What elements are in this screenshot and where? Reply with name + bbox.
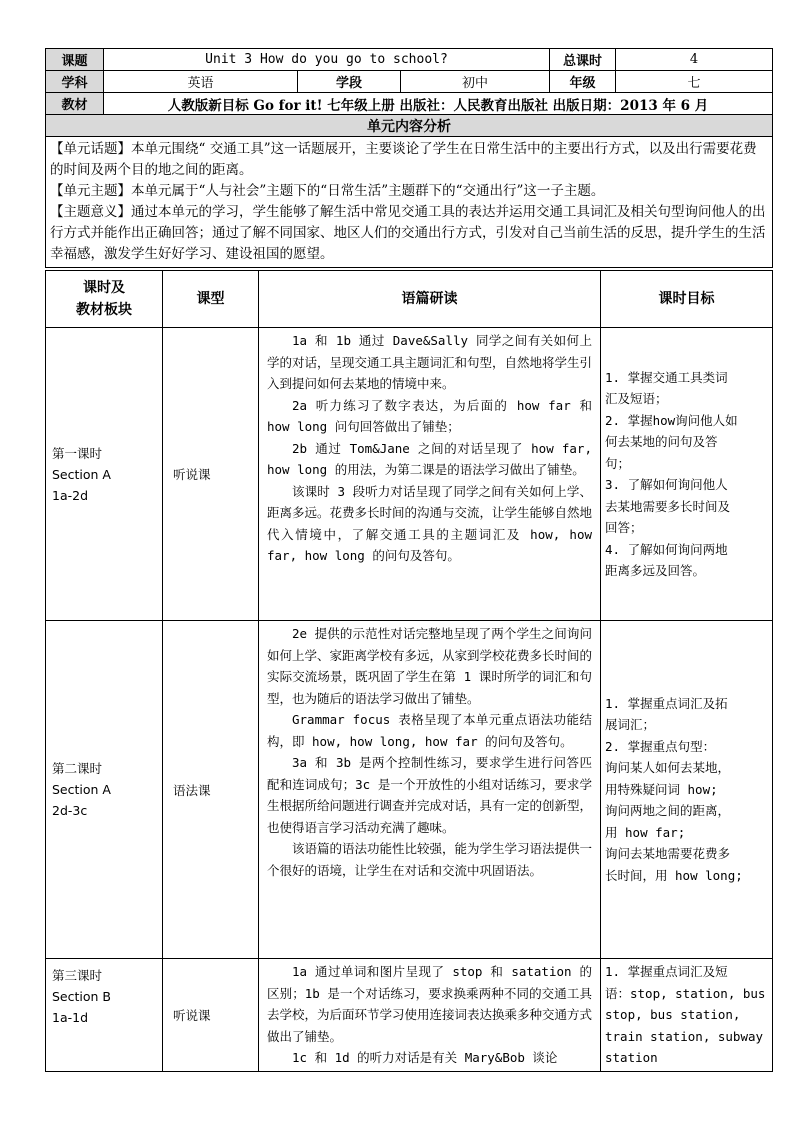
- reading-paragraph: 1a 通过单词和图片呈现了 stop 和 satation 的区别；1b 是一个对话练习，要求换乘两种不同的交通工具去学校，为后面环节学习使用连接词表达换乘多种交通方式做出了铺垫。: [267, 964, 593, 1044]
- goal-line: 2. 掌握重点句型：: [605, 738, 716, 754]
- goal-line: 2. 掌握how询问他人如: [605, 412, 738, 428]
- lesson-range: 2d-3c: [52, 803, 88, 818]
- goals-cell: [601, 621, 773, 959]
- reading-paragraph: 3a 和 3b 是两个控制性练习，要求学生进行问答匹配和连词成句；3c 是一个开放性的小组对话练习，要求学生根据所给问题进行调查并完成对话，具有一定的创新型，也使得语言学习活动充满了趣味。: [267, 755, 593, 835]
- goal-line: 展词汇；: [605, 717, 656, 733]
- reading-paragraph: 1c 和 1d 的听力对话是有关 Mary&Bob 谈论: [292, 1050, 558, 1065]
- goal-line: 长时间，用 how long;: [605, 867, 743, 883]
- goal-line: 去某地需要多长时间及: [605, 498, 731, 514]
- goal-line: 询问去某地需要花费多: [605, 846, 731, 862]
- label-grade: 年级: [550, 71, 616, 93]
- stage: 初中: [401, 71, 550, 93]
- unit-topic: Unit 3 How do you go to school?: [104, 49, 550, 71]
- lesson-range: 1a-2d: [52, 487, 89, 503]
- reading-cell: [259, 621, 601, 959]
- col-header-type: 课型: [163, 271, 259, 328]
- goals-cell: [601, 328, 773, 621]
- reading-paragraph: 2e 提供的示范性对话完整地呈现了两个学生之间询问如何上学、家距离学校有多远，从家到学校花费多长时间的实际交流场景，既巩固了学生在第 1 课时所学的词汇和句型，也为随后的语法学习做出了铺垫。: [267, 626, 593, 706]
- goals-cell: [601, 959, 773, 1072]
- goal-line: 句；: [605, 455, 631, 471]
- goal-line: 1. 掌握重点词汇及拓: [605, 695, 728, 711]
- label-subject: 学科: [46, 71, 104, 93]
- lesson-section: Section A: [52, 466, 111, 482]
- total-lessons: 4: [616, 49, 773, 71]
- col-header-lesson: [46, 271, 163, 328]
- unit-theme-paragraph: 【单元主题】本单元属于“人与社会”主题下的“日常生活”主题群下的“交通出行”这一子主题。: [50, 183, 605, 199]
- goal-line: train station, subway: [605, 1028, 764, 1044]
- col-header-goals: 课时目标: [601, 271, 773, 328]
- label-stage: 学段: [298, 71, 401, 93]
- goal-line: 1. 掌握交通工具类词: [605, 369, 728, 385]
- lesson-number: 第一课时: [52, 445, 103, 461]
- goal-line: 询问两地之间的距离，: [605, 803, 731, 819]
- lesson-number: 第二课时: [52, 761, 103, 776]
- reading-cell: [259, 959, 601, 1072]
- label-total-lessons: 总课时: [550, 49, 616, 71]
- goal-line: 4. 了解如何询问两地: [605, 541, 728, 557]
- reading-paragraph: 该课时 3 段听力对话呈现了同学之间有关如何上学、距离多远。花费多长时间的沟通与交流，让学生能够自然地代入情境中，了解交通工具的主题词汇及 how, how far, how long 的问句及答句。: [267, 483, 593, 563]
- label-textbook: 教材: [46, 93, 104, 115]
- goal-line: 汇及短语；: [605, 391, 668, 406]
- lesson-range: 1a-1d: [52, 1010, 89, 1025]
- lesson-table: [45, 270, 773, 1072]
- lesson-cell: [46, 621, 163, 959]
- grade: 七: [616, 71, 773, 93]
- reading-cell: [259, 328, 601, 621]
- goal-line: 何去某地的问句及答: [605, 434, 718, 449]
- lesson-cell: [46, 328, 163, 621]
- goal-line: 语：stop, station, bus: [605, 985, 766, 1001]
- analysis-title: 单元内容分析: [46, 115, 773, 137]
- col-header-lesson-line2: 教材板块: [76, 302, 132, 318]
- label-topic: 课题: [46, 49, 104, 71]
- lesson-cell: [46, 959, 163, 1072]
- lesson-number: 第三课时: [52, 968, 103, 983]
- reading-paragraph: 1a 和 1b 通过 Dave&Sally 同学之间有关如何上学的对话，呈现交通工具主题词汇和句型，自然地将学生引入到提问如何去某地的情境中来。: [267, 333, 593, 391]
- reading-paragraph: 该语篇的语法功能性比较强，能为学生学习语法提供一个很好的语境，让学生在对话和交流中巩固语法。: [267, 841, 593, 878]
- goal-line: 距离多远及回答。: [605, 563, 706, 578]
- document-page: [45, 48, 772, 1072]
- goal-line: 1. 掌握重点词汇及短: [605, 964, 728, 979]
- lesson-type: 听说课: [163, 328, 259, 621]
- reading-paragraph: 2b 通过 Tom&Jane 之间的对话呈现了 how far, how long 的用法，为第二课是的语法学习做出了铺垫。: [267, 440, 592, 477]
- analysis-body: [46, 137, 773, 268]
- subject: 英语: [104, 71, 298, 93]
- goal-line: 询问某人如何去某地，: [605, 760, 731, 776]
- goal-line: 用 how far;: [605, 824, 686, 840]
- header-table: [45, 48, 773, 268]
- goal-line: 回答；: [605, 520, 643, 535]
- theme-meaning-paragraph: 【主题意义】通过本单元的学习，学生能够了解生活中常见交通工具的表达并运用交通工具词汇及相关句型询问他人的出行方式并能作出正确回答；通过了解不同国家、地区人们的交通出行方式，引发对自己当前生活的反思，提升学生的生活幸福感，激发学生好好学习、建设祖国的愿望。: [50, 204, 766, 262]
- lesson-type: 听说课: [163, 959, 259, 1072]
- lesson-type: 语法课: [163, 621, 259, 959]
- reading-paragraph: Grammar focus 表格呈现了本单元重点语法功能结构，即 how, how long, how far 的问句及答句。: [267, 712, 592, 749]
- goal-line: 3. 了解如何询问他人: [605, 477, 728, 492]
- goal-line: stop, bus station,: [605, 1007, 741, 1022]
- table-row: [46, 328, 773, 621]
- table-row: [46, 621, 773, 959]
- col-header-lesson-line1: 课时及: [83, 280, 125, 296]
- reading-paragraph: 2a 听力练习了数字表达，为后面的 how far 和 how long 问句回答做出了铺垫；: [267, 397, 592, 434]
- table-row: [46, 959, 773, 1072]
- lesson-section: Section A: [52, 782, 111, 797]
- unit-topic-paragraph: 【单元话题】本单元围绕“ 交通工具”这一话题展开，主要谈论了学生在日常生活中的主要出行方式，以及出行需要花费的时间及两个目的地之间的距离。: [50, 141, 757, 178]
- lesson-section: Section B: [52, 989, 111, 1004]
- goal-line: 用特殊疑问词 how;: [605, 781, 718, 797]
- goal-line: station: [605, 1050, 658, 1065]
- textbook: 人教版新目标 Go for it! 七年级上册 出版社：人民教育出版社 出版日期：2013 年 6 月: [104, 93, 773, 115]
- col-header-reading: 语篇研读: [259, 271, 601, 328]
